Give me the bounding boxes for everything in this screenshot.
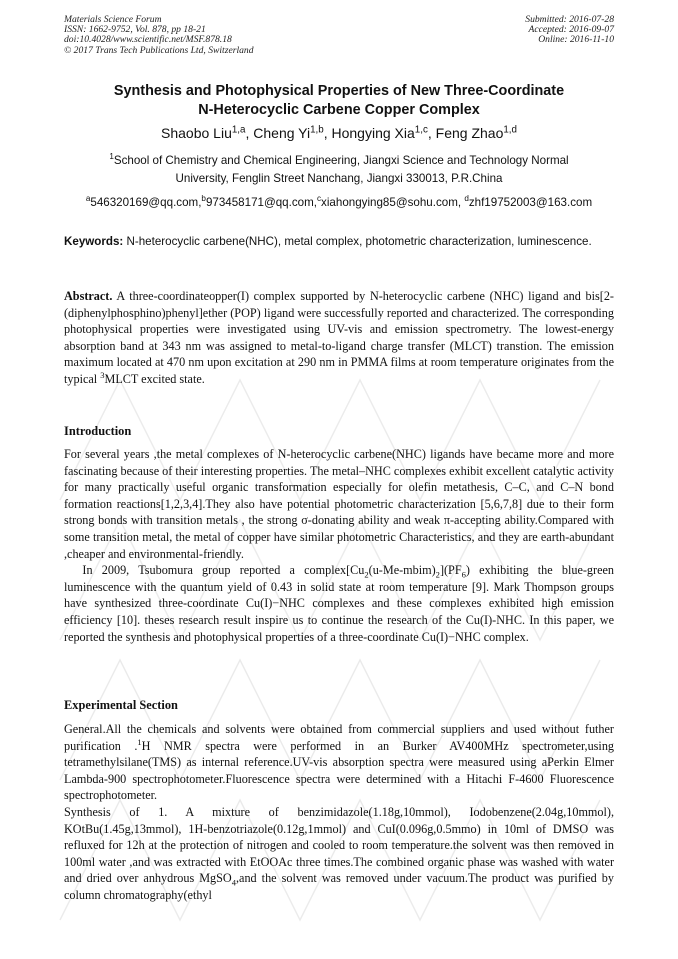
intro-paragraph-2	[64, 562, 614, 645]
title-line-1: Synthesis and Photophysical Properties of New Three-Coordinate	[113, 83, 565, 99]
exp-text: ,and the solvent was removed under vacuum.The product was purified by column chromatography(ethyl	[64, 871, 614, 902]
introduction-section	[64, 446, 614, 645]
author-list: Shaobo Liu$^{1,a}$, Cheng Yi$^{1,b}$, Hongying Xia$^{1,c}$, Feng Zhao$^{1,d}$	[161, 124, 517, 141]
exp-paragraph-1	[64, 721, 614, 804]
submitted-date: Submitted: 2016-07-28	[525, 14, 614, 25]
journal-copyright: © 2017 Trans Tech Publications Ltd, Switzerland	[64, 44, 254, 56]
intro-text: ](PF	[439, 563, 462, 578]
exp-text: H NMR spectra were performed in an Burker AV400MHz spectrometer,using tetramethylsilane(TMS) as internal reference.UV-vis absorption spectra were measured using aPerkin Elmer Lambda-900 spectrophotometer.Fluorescence spectra were determined with a Hitachi F-4600 Fluorescence spectrophotometer.	[64, 738, 615, 803]
journal-issn: ISSN: 1662-9752, Vol. 878, pp 18-21	[64, 24, 206, 36]
author-name: Feng Zhao	[435, 125, 504, 141]
keywords-section	[64, 233, 614, 250]
author-affil-sup: 1,d	[503, 124, 517, 136]
author-affil-sup: 1,b	[310, 124, 324, 136]
abstract-section	[64, 288, 614, 388]
exp-sub: 4	[231, 877, 236, 888]
keywords-label: Keywords:	[64, 235, 124, 248]
email-address[interactable]: 546320169@qq.com,	[90, 196, 202, 209]
submission-dates	[525, 15, 614, 46]
email-address[interactable]: xiahongying85@sohu.com,	[321, 196, 465, 209]
accepted-date: Accepted: 2016-09-07	[528, 24, 614, 36]
title-line-2: N-Heterocyclic Carbene Copper Complex	[198, 102, 480, 118]
email-sup: c	[316, 194, 322, 204]
affiliation-line-1: School of Chemistry and Chemical Engineering, Jiangxi Science and Technology Normal	[113, 154, 569, 167]
intro-sub: 2	[435, 569, 440, 580]
exp-text: Synthesis of 1. A mixture of benzimidazole(1.18g,10mmol), Iodobenzene(2.04g,10mmol), KOtBu(1.45g,13mmol), 1H-benzotriazole(0.12g,1mmol) and CuI(0.096g,0.5mmo) in 10ml of DMSO was refluxed for 12h at the protection of nitrogen and cooled to room temperature.the solvent was then removed in 100ml water ,and was extracted with EtOOAc three times.The combined organic phase was washed with water and dried over anhydrous MgSO	[64, 804, 614, 886]
affiliation-sup: 1	[109, 152, 114, 162]
introduction-heading: Introduction	[64, 424, 132, 438]
exp-text: General.All the chemicals and solvents were obtained from commercial suppliers and used without futher purification .	[64, 722, 614, 753]
paper-title	[40, 82, 638, 120]
keywords-text: N-heterocyclic carbene(NHC), metal complex, photometric characterization, luminescence.	[123, 235, 592, 248]
exp-paragraph-2	[64, 804, 614, 904]
affiliation	[40, 152, 638, 188]
journal-info	[64, 15, 254, 56]
author-affil-sup: 1,a	[231, 124, 246, 136]
intro-text: ) exhibiting the blue-green luminescence with the quantum yield of 0.43 in solid state at room temperature [9]. Mark Thompson groups have synthesized three-coordinate Cu(I)−NHC complexes and these complexes exhibited high emission efficiency [10]. theses research result inspire us to continue the research of the Cu(I)-NHC. In this paper, we reported the synthesis and photophysical properties of a three-coordinate Cu(I)−NHC complex.	[64, 563, 614, 644]
experimental-section	[64, 721, 614, 904]
online-date: Online: 2016-11-10	[538, 34, 614, 46]
affiliation-line-2: University, Fenglin Street Nanchang, Jiangxi 330013, P.R.China	[175, 172, 503, 185]
exp-sup: 1	[137, 736, 142, 747]
intro-paragraph-1: For several years ,the metal complexes of N-heterocyclic carbene(NHC) ligands have became more and more fascinating because of their interesting properties. The metal–NHC complexes exhibit excellent catalytic activity for many practically useful organic transformation especially for olefin metathesis, C–C, and C–N bond formation reactions[1,2,3,4].They also have potential photometric characterization [5,6,7,8] due to their form strong bonds with transition metals , the strong σ-donating ability and weak π-accepting ability.Compared with some transition metal, the metal of copper have similar photometric Characteristics, and they are earth-abundant ,cheaper and environmental-friendly.	[64, 447, 614, 561]
author-name: Hongying Xia	[331, 125, 415, 141]
author-name: Cheng Yi	[253, 125, 311, 141]
intro-text: In 2009, Tsubomura group reported a complex[Cu	[82, 563, 365, 578]
email-sup: d	[464, 194, 469, 204]
journal-doi[interactable]: doi:10.4028/www.scientific.net/MSF.878.18	[64, 34, 232, 46]
email-sup: a	[85, 194, 91, 204]
author-affil-sup: 1,c	[414, 124, 428, 136]
intro-text: (u-Me-mbim)	[368, 563, 436, 578]
email-address[interactable]: 973458171@qq.com,	[205, 196, 317, 209]
intro-sub: 2	[364, 569, 369, 580]
abstract-sup: 3	[100, 369, 105, 380]
email-list	[40, 195, 638, 211]
experimental-heading: Experimental Section	[64, 698, 178, 712]
intro-sub: 6	[461, 569, 466, 580]
abstract-text: A three-coordinateopper(I) complex supported by N-heterocyclic carbene (NHC) ligand and bis[2-(diphenylphosphino)phenyl]ether (POP) ligand were successfully reported and characterized. The corresponding photophysical properties were investigated using UV-vis and emission spectrometry. The lowest-energy absorption band at 343 nm was assigned to metal-to-ligand charge transfer (MLCT) transtion. The emission maximum located at 470 nm upon excitation at 290 nm in PMMA films at room temperature originates from the typical	[64, 289, 614, 386]
journal-name: Materials Science Forum	[64, 14, 162, 25]
email-sup: b	[201, 194, 206, 204]
author-name: Shaobo Liu	[161, 125, 232, 141]
abstract-label: Abstract.	[64, 289, 113, 303]
abstract-text-end: MLCT excited state.	[104, 371, 205, 386]
email-address[interactable]: zhf19752003@163.com	[468, 196, 593, 209]
